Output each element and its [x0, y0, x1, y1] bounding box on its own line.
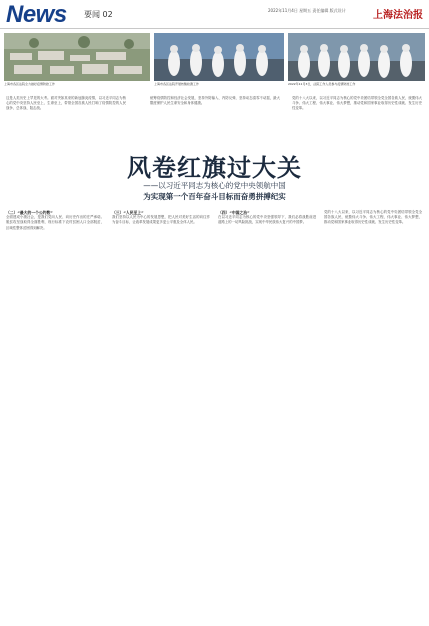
page-header	[0, 0, 429, 29]
photo-caption-2: 上海市各区法院开展核酸检测工作	[154, 82, 200, 86]
paragraph: 在以习近平同志为核心的党中央坚强领导下，我们必将战胜前进道路上的一切风险挑战，实现中华民族伟大复兴的中国梦。	[218, 215, 316, 225]
aerial-photo	[4, 33, 150, 81]
article-subtitle-2: 为实现第一个百年奋斗目标而奋勇拼搏纪实	[143, 192, 286, 201]
photo-row	[4, 33, 425, 89]
paragraph: 党的十八大以来，以习近平同志为核心的党中央团结带领全党全国各族人民，统揽伟大斗争、伟大工程、伟大事业、伟大梦想，推动党和国家事业取得历史性成就、发生历史性变革。	[292, 96, 422, 111]
article-column-2	[112, 210, 210, 620]
article-lead	[6, 96, 126, 112]
paragraph: 全面建成小康社会，是我们党向人民、向历史作出的庄严承诺。脱贫攻坚战取得全面胜利，现行标准下农村贫困人口全部脱贫，区域性整体贫困得到解决。	[6, 215, 104, 230]
section-heading: （三）“人民至上”	[112, 210, 144, 215]
section-heading: （二）“最大的一个公约数”	[6, 210, 53, 215]
photo-caption-1: 上海市各区法院全力做好疫情防控工作	[4, 82, 56, 86]
workers-photo-1	[154, 33, 284, 81]
paragraph: 我们坚持以人民为中心的发展思想，把人民对美好生活的向往作为奋斗目标，让改革发展成果更多更公平惠及全体人民。	[112, 215, 210, 225]
section-heading: （四）“中国之治”	[218, 210, 250, 215]
paragraph: 这是人类历史上罕见的大考。面对突如其来的新冠肺炎疫情，以习近平同志为核心的党中央坚持人民至上、生命至上，带领全国各族人民打响了疫情防控的人民战争、总体战、阻击战。	[6, 96, 126, 111]
article-title: 风卷红旗过大关	[127, 153, 302, 182]
article-subtitle-1: ——以习近平同志为核心的党中央领航中国	[143, 181, 286, 190]
page-title: 要闻 02	[84, 10, 113, 19]
paragraph: 党的十八大以来，以习近平同志为核心的党中央团结带领全党全国各族人民，统揽伟大斗争、伟大工程、伟大事业、伟大梦想，推动党和国家事业取得历史性成就、发生历史性变革。	[324, 210, 422, 225]
photo-caption-3: 2022年11月3日，法院工作人员参与疫情防控工作	[288, 82, 356, 86]
workers-photo-2	[288, 33, 425, 81]
article-column-3	[218, 210, 316, 620]
article-column-4	[324, 210, 422, 620]
article-column-top-right	[292, 96, 422, 112]
newspaper-name: 上海法治报	[373, 10, 423, 21]
section-label: News	[6, 1, 67, 28]
article-column-1	[6, 210, 104, 620]
paragraph: 统筹疫情防控和经济社会发展，坚持外防输入、内防反弹，坚持动态清零不动摇，最大限度保护人民生命安全和身体健康。	[150, 96, 280, 106]
article-column-top-mid	[150, 96, 280, 106]
date-line: 2022年11月4日 星期五 责任编辑 版式设计	[268, 8, 346, 13]
